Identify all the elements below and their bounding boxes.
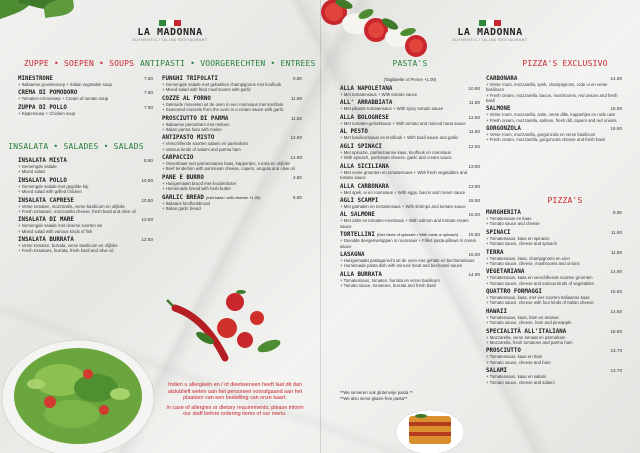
menu-item-price: 7.50 [144, 104, 153, 110]
menu-item-description: + Tomatensaus, tomaten, burrata en verse basilicum [340, 277, 440, 283]
menu-item-description: + Met basilicumsaus en knoflook + With basil sauce and garlic [340, 135, 459, 141]
menu-item-description: + Met spek, ei en roomsaus + With eggs, bacon and cream sauce [340, 189, 466, 195]
menu-item [340, 184, 480, 195]
menu-item-name: SALMONE [486, 106, 511, 113]
menu-item-name: SPINACI [486, 229, 511, 236]
page-fold [320, 0, 321, 453]
menu-item-description: + Tomatensaus en kaas [486, 216, 532, 221]
menu-item-description: + Tomatensaus, kaas, met vier soorten Italiaanse kaas [486, 295, 590, 301]
menu-item [340, 144, 480, 161]
menu-item-description: + Tomato sauce, cheese and spinach [486, 241, 557, 247]
menu-item-description: + Met tomatensaus + With tomato sauce [340, 92, 418, 97]
flag-red [494, 20, 501, 26]
menu-item-description: + Tomato sauce, cheese and salami [486, 379, 555, 385]
menu-item-description: + Met pikante tomatensaus + With spicy tomato sauce [340, 106, 444, 112]
menu-item [486, 76, 622, 103]
menu-item [340, 198, 480, 209]
menu-item-description: + Tomato sauce, cheese and ham [486, 359, 551, 365]
menu-item [340, 129, 480, 140]
menu-item-price: 16.90 [610, 106, 622, 112]
menu-item-description: + Met garnalen en tomatensaus + With shrimps and tomato sauce [340, 203, 466, 209]
menu-item-name: ALL' ARRABBIATA [340, 100, 393, 107]
menu-item-description: + Mixed salad with fried mushrooms with garlic [162, 87, 251, 93]
menu-item-name: ZUPPA DI POLLO [18, 104, 67, 111]
menu-item-description: + Homemade pasta dish with minced meat and bechamel sauce [340, 263, 463, 269]
menu-item [162, 195, 302, 212]
menu-item-name: QUATTRO FORMAGGI [486, 289, 542, 296]
lasagna-image [395, 402, 465, 453]
menu-item [162, 96, 302, 113]
menu-item-description: + Tomatensaus, kaas en spinazie [486, 235, 550, 241]
menu-item-price: 15.50 [468, 212, 480, 218]
menu-item-price: 7.50 [144, 90, 153, 96]
menu-item [486, 230, 622, 247]
menu-item-price: 11.80 [468, 129, 480, 135]
menu-item-name: ALLA NAPOLETANA [340, 86, 393, 92]
tomatoes-chili-image [165, 288, 285, 368]
menu-item [162, 175, 302, 192]
menu-item-description: + Mozzarella, verse tomaat en parmaham [486, 334, 566, 340]
menu-item-name: INSALATA CAPRESE [18, 197, 74, 204]
menu-item-description: + Tomato sauce, cheese with four kinds of Italian cheese [486, 300, 594, 306]
menu-item-description: + Ossenhaas met parmezaanse kaas, kappertjes, rucola en olijfolie [162, 161, 290, 167]
menu-item-description: + Tomatensaus, kaas, champignons en uien [486, 255, 570, 261]
menu-item-price: 10.50 [141, 197, 153, 203]
menu-item-name: COZZE AL FORNO [162, 95, 211, 102]
salads-title: INSALATA • SALADES • SALADS [8, 142, 144, 151]
menu-item-description: + Met verse groenten en tomatensaus + With fresh vegetables and tomato sauce [340, 169, 468, 181]
menu-item-price: 15.50 [468, 197, 480, 203]
menu-item-description: + Italiaans knoflookbrood [162, 200, 210, 206]
italian-flag-icon [159, 20, 181, 26]
menu-item-description: + Various kinds of salami and parma ham [162, 146, 241, 152]
menu-item-price: 14.90 [610, 269, 622, 275]
menu-item-price: 15.50 [610, 289, 622, 295]
menu-item-name: AGLI SPINACI [340, 143, 382, 150]
brand-subtitle: AUTHENTIC ITALIAN RESTAURANT [132, 38, 208, 42]
menu-item-description: + Mozzarella, fresh tomatoes and parma ham [486, 339, 573, 345]
menu-item-description: + Tomato sauce, cheese and various kinds of vegetables [486, 280, 595, 286]
menu-item-price: 16.90 [610, 126, 622, 132]
menu-item [162, 135, 302, 152]
menu-item-description: + Tomato sauce, cheese, ham and pineapple [486, 320, 572, 326]
allergy-notice [166, 382, 304, 418]
menu-item [18, 90, 153, 101]
menu-item-price: 15.90 [468, 252, 480, 258]
soups-title: ZUPPE • SOEPEN • SOUPS [23, 59, 135, 68]
soups-list [18, 76, 153, 119]
menu-item-price: 10.90 [468, 86, 480, 91]
pasta-footnote-nl: **We serveren ook glutenvrije pasta ** [340, 390, 413, 395]
menu-item-name: TERRA [486, 249, 504, 256]
menu-item [162, 76, 302, 93]
menu-item-name: ALLA SICILIANA [340, 163, 389, 170]
menu-item-price: 13.90 [468, 163, 480, 169]
menu-item [486, 289, 622, 306]
menu-item [18, 217, 153, 234]
menu-item-name: TORTELLINI (Met vlees of spinazie • With meat or spinach) [340, 232, 459, 239]
menu-item-price: 7.50 [144, 76, 153, 81]
menu-item [340, 212, 480, 229]
caprese-image [318, 0, 430, 58]
flag-green [479, 20, 486, 26]
menu-item [162, 155, 302, 172]
menu-item-description: + Verse room, mozzarella, spek, champignons, rode ui en verse basilicum [486, 82, 608, 93]
pizzas-list [486, 210, 622, 388]
flag-white [486, 20, 493, 26]
menu-item-description: + Kippensoep + Chicken soup [18, 110, 76, 116]
menu-item-description: + Tomatensaus, kaas, ham en ananas [486, 314, 559, 320]
menu-item-price: 16.90 [610, 328, 622, 334]
menu-item [340, 272, 480, 289]
menu-item-price: 11.80 [468, 100, 480, 106]
menu-item-name: AGLI SCAMPI [340, 197, 379, 204]
menu-item [18, 76, 153, 87]
brand-name: LA MADONNA [457, 27, 523, 38]
allergy-text-nl: Indien u allergieën en / of dieetwensen heeft laat dit dan alstublieft weten aan het personeel voorafgaand aan het plaatsen van een bestelling van onze kaart. [167, 382, 303, 401]
menu-item [340, 86, 480, 97]
menu-item-description: + Verse room, mozzarella, zalm, verse dille, kappertjes en rode uien [486, 112, 616, 118]
menu-item-price: 9.90 [613, 210, 622, 215]
menu-item [486, 126, 622, 143]
menu-item-description: + Fresh cream, mozzarella, gorgonzola cheese and fresh basil [486, 137, 605, 143]
menu-item-description: + Met zalm en tomaten-roomsaus + With salmon and tomato-cream sauce [340, 218, 469, 229]
menu-item-name: ANTIPASTO MISTO [162, 135, 215, 142]
menu-item-price: 5.50 [293, 194, 302, 200]
menu-item-description: + Fresh tomatoes, burrata, fresh basil and olive oil [18, 248, 114, 254]
pizzas-title: PIZZA'S [547, 196, 583, 205]
menu-item [18, 237, 153, 254]
menu-item-name: CARBONARA [486, 76, 518, 82]
menu-item [486, 348, 622, 365]
menu-item-name: CARPACCIO [162, 155, 194, 162]
menu-item-price: 2.50 [293, 174, 302, 180]
menu-item-name: LASAGNA [340, 252, 365, 259]
menu-item-price: 14.90 [468, 271, 480, 277]
allergy-text-en: In case of allergies or dietary requirements, please inform our staff before ordering items of our menu. [166, 404, 304, 417]
pasta-list [340, 86, 480, 292]
menu-item-name: ALLA CARBONARA [340, 183, 389, 190]
menu-item [486, 309, 622, 326]
menu-item-name-note: (met kaas / with cheese +1.00) [205, 194, 261, 200]
menu-item [486, 329, 622, 346]
menu-item-price: 11.80 [610, 249, 622, 255]
menu-item-description: + Fresh cream, mozzarella, bacon, mushrooms, red onions and fresh basil [486, 92, 618, 103]
menu-item [486, 368, 622, 385]
menu-item-description: + Mixed salad with grilled chicken [18, 189, 82, 195]
menu-item [340, 164, 480, 181]
menu-item-name-note: (Met vlees of spinazie • With meat or spinach) [376, 232, 459, 238]
brand-logo-left [115, 20, 225, 42]
salads-list [18, 158, 153, 257]
menu-item [486, 269, 622, 286]
menu-item-name: PROSCIUTTO DI PARMA [162, 115, 229, 122]
menu-item-name: INSALATA BURRATA [18, 237, 74, 244]
menu-item-description: + Tomatensaus, kaas en ham [486, 354, 543, 360]
menu-item-price: 14.50 [610, 308, 622, 314]
menu-item-description: + Tomatensaus, kaas en salami [486, 374, 547, 380]
menu-item-price: 11.50 [290, 115, 302, 121]
menu-item-description: + Beef tenderloin with parmesan cheese, capers, arugula and olive oil [162, 166, 295, 172]
menu-item-description: + Italiaanse groentesoep + Italian vegetable soup [18, 82, 112, 87]
brand-logo-right [435, 20, 545, 42]
menu-item-name: PANE E BURRO [162, 174, 204, 181]
menu-item [162, 116, 302, 133]
pasta-note: (Tagliatelle or Penne +1.00) [383, 77, 437, 82]
menu-item-name: AL SALMONE [340, 212, 375, 219]
menu-item-price: 8.50 [144, 158, 153, 163]
menu-item-price: 12.50 [468, 143, 480, 149]
menu-item [340, 232, 480, 249]
menu-item-description: + Tomato sauce, cheese, mushrooms and onions [486, 260, 580, 266]
menu-item-description: + Italian garlic bread [162, 205, 201, 211]
pizza-exclusive-list [486, 76, 622, 146]
menu-item-description: + Seasoned mussels from the oven in a cream sauce with garlic [162, 107, 284, 113]
italian-flag-icon [479, 20, 501, 26]
menu-item-name: INSALATA DI MARE [18, 217, 74, 224]
menu-item-description: + Gemengde salade met diverse soorten vis [18, 223, 103, 229]
menu-item-description: + Gemengde salade met gebakken champignons met knoflook [162, 82, 282, 87]
flag-green [159, 20, 166, 26]
menu-item-description: + Tomaten-crèmesoep + Cream of tomato soup [18, 96, 109, 102]
menu-item-description: + Tomato sauce, tomatoes, burrata and fresh basil [340, 283, 436, 289]
menu-item-description: + Mixed salad [18, 169, 45, 175]
menu-item-name: MARGHERITA [486, 210, 521, 216]
menu-item-description: + Verse room, mozzarella, gorgonzola en verse basilicum [486, 132, 596, 138]
menu-item-price: 15.50 [468, 232, 480, 238]
menu-item-name: SALAMI [486, 368, 507, 375]
menu-item-price: 14.90 [610, 76, 622, 81]
menu-item-price: 13.70 [610, 368, 622, 374]
menu-item-name: GARLIC BREAD (met kaas / with cheese +1.00) [162, 194, 261, 201]
menu-item-name: AL PESTO [340, 129, 368, 136]
menu-item-name: INSALATA MISTA [18, 158, 67, 164]
menu-item-price: 11.90 [610, 229, 622, 235]
basil-leaves-image [0, 0, 80, 28]
menu-item-name: PROSCIUTTO [486, 348, 521, 355]
menu-item-description: + Mixed salad with various kinds of fish [18, 228, 93, 234]
menu-item-description: + Gemengde salade [18, 164, 57, 169]
antipasti-list [162, 76, 302, 214]
menu-item [18, 178, 153, 195]
menu-item [340, 252, 480, 269]
menu-item-name: CREMA DI POMODORO [18, 90, 78, 97]
pizza-exclusive-title: PIZZA'S EXCLUSIVO [522, 59, 608, 68]
menu-item-description: + Gevulde deegenveloppen in roomsaus + Filled pasta-pillows in cream sauce [340, 238, 477, 249]
menu-item-name: ALLA BOLOGNESE [340, 114, 389, 121]
menu-item [340, 100, 480, 111]
menu-item-description: + Homemade bread with herb butter [162, 186, 231, 192]
menu-item-description: + Fresh tomatoes, mozzarella cheese, fresh basil and olive oil [18, 208, 136, 214]
menu-item-description: + Gekruide mosselen uit de oven in een roomsaus met knoflook [162, 101, 284, 107]
menu-item-description: + Fresh cream, mozzarella, salmon, fresh dill, capers and red onions [486, 117, 617, 123]
menu-item-description: + Verschillende soorten salami en parmaham [162, 141, 249, 147]
menu-item [486, 210, 622, 227]
menu-item-price: 12.50 [468, 114, 480, 120]
menu-item-price: 11.90 [290, 95, 302, 101]
menu-item [486, 106, 622, 123]
menu-item-name: VEGETARIANA [486, 269, 525, 276]
menu-item-price: 10.90 [141, 177, 153, 183]
menu-item-price: 13.80 [468, 183, 480, 189]
flag-red [174, 20, 181, 26]
menu-item [18, 105, 153, 116]
flag-white [166, 20, 173, 26]
menu-item-name: FUNGHI TRIFOLATI [162, 76, 218, 82]
antipasti-title: ANTIPASTI • VOORGERECHTEN • ENTREES [140, 59, 316, 68]
menu-item [340, 115, 480, 126]
menu-item-description: + Gemengde salade met gegrilde kip [18, 183, 89, 189]
pasta-title: PASTA'S [392, 59, 428, 68]
menu-item-price: 12.90 [290, 155, 302, 161]
brand-subtitle: AUTHENTIC ITALIAN RESTAURANT [452, 38, 528, 42]
brand-name: LA MADONNA [137, 27, 203, 38]
menu-item-name: INSALATA POLLO [18, 177, 67, 184]
menu-item-name: SPECIALITÀ ALL'ITALIANA [486, 328, 567, 335]
menu-item-price: 12.50 [141, 237, 153, 243]
menu-item [18, 158, 153, 175]
menu-item-name: HAWAII [486, 308, 507, 315]
menu-item-description: + Italiaanse parmaham met meloen [162, 121, 230, 127]
menu-item-description: + Italian parma ham with melon [162, 126, 222, 132]
menu-item-price: 9.50 [293, 76, 302, 81]
menu-item-price: 12.90 [290, 135, 302, 141]
menu-item-description: + Verse tomaten, mozzarella, verse basilicum en olijfolie [18, 203, 125, 209]
menu-item-description: + With spinach, parmesan cheese, garlic and cream sauce [340, 155, 452, 161]
menu-item-price: 13.50 [141, 217, 153, 223]
menu-item-name: MINESTRONE [18, 76, 53, 82]
menu-item-description: + Verse tomaten, burrata, verse basilicum en olijfolie [18, 243, 118, 249]
menu-item-description: + Met tomaten-gehaktsaus + With tomato and minced meat sauce [340, 120, 466, 126]
menu-item-name: ALLA BURRATA [340, 271, 382, 278]
menu-item [486, 250, 622, 267]
menu-item-description: + Tomato sauce and cheese [486, 221, 540, 227]
menu-item [18, 198, 153, 215]
menu-item-name: GORGONZOLA [486, 126, 521, 133]
pasta-footnote-en: **We also serve gluten-free pasta** [340, 396, 408, 401]
menu-item-description: + Tomatensaus, kaas en verschillende soorten groenten [486, 275, 593, 281]
menu-item-description: + Met spinazie, parmezaanse kaas, knoflook en roomsaus [340, 149, 451, 155]
salad-bowl-image [0, 318, 160, 453]
menu-item-price: 13.70 [610, 348, 622, 354]
menu-item-description: + Huisgemaakt brood met kruidenboter [162, 180, 237, 186]
menu-item-description: + Huisgemaakt pastagerecht uit de oven met gehakt en bechamelsaus [340, 258, 475, 264]
